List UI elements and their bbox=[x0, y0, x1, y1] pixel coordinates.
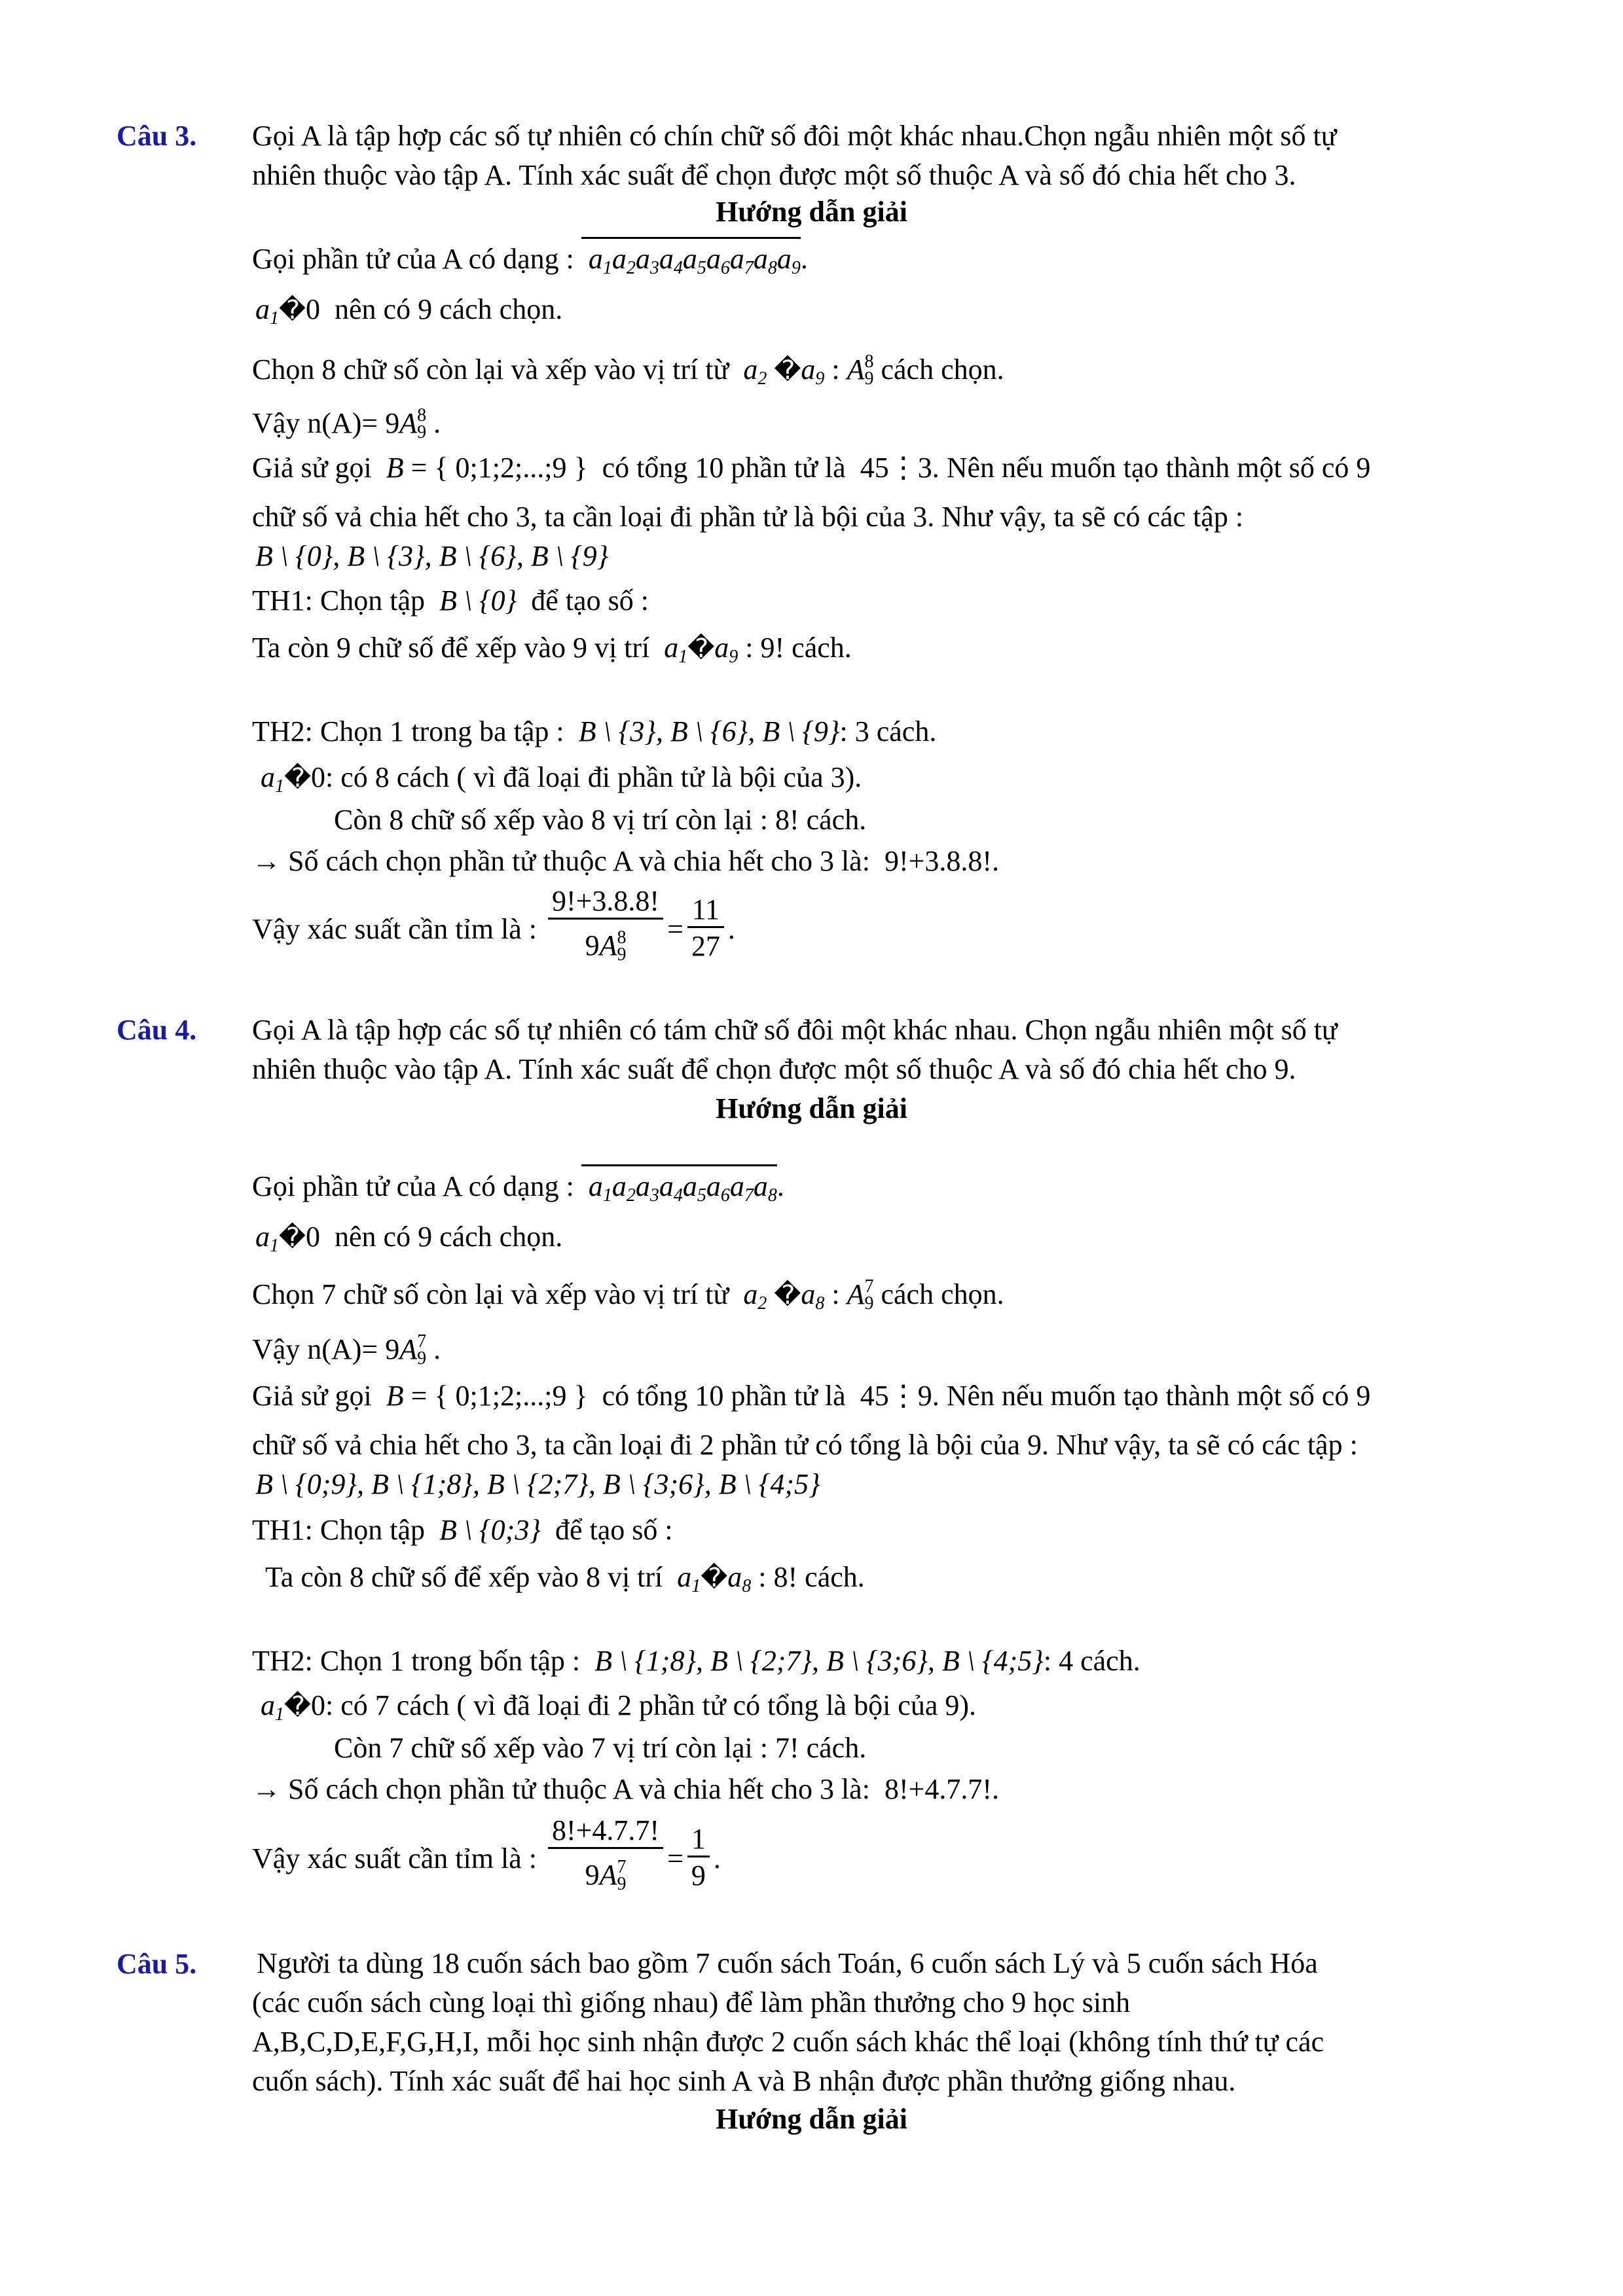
q3-case-2-sets: B \ {3}, B \ {6}, B \ {9} bbox=[578, 715, 840, 747]
q3-result: → Số cách chọn phần tử thuộc A và chia hết cho 3 là: 9!+3.8.8!. bbox=[252, 845, 1000, 877]
question-3-text-line-2: nhiên thuộc vào tập A. Tính xác suất để chọn được một số thuộc A và số đó chia hết cho 3. bbox=[252, 159, 1296, 191]
q4-probability-fraction: $\frac{8!+4.7.7!}{9A^7_9}$ bbox=[548, 1814, 663, 1903]
q4-case-2-first-digit: $a_1�0$: có 7 cách ( vì đã loại đi 2 phần tử có tổng là bội của 9). bbox=[261, 1689, 977, 1725]
q3-element-form: Gọi phần tử của A có dạng : $a_1a_2a_3a_4a_5a_6a_7a_8a_9$. bbox=[252, 241, 808, 287]
q3-probability: Vậy xác suất cần tỉm là : $\frac{9!+3.8.8!}{9A^8_9}$ = $\frac{11}{27}$ . bbox=[252, 885, 735, 973]
q4-n-of-a: Vậy $n(A)= 9A^7_9$ . bbox=[252, 1331, 441, 1369]
q3-set-b: Giả sử gọi B = { 0;1;2;...;9 } có tổng 10 phần tử là 45⋮3. Nên nếu muốn tạo thành một số có 9 bbox=[252, 452, 1371, 484]
q3-case-1-detail-text: Ta còn 9 chữ số để xếp vào 9 vị trí bbox=[252, 632, 650, 664]
q3-remaining-digits: Chọn 8 chữ số còn lại và xếp vào vị trí từ $a_2$ $�a_9$ : $A^8_9$ cách chọn. bbox=[252, 351, 1004, 389]
q3-case-1-suffix: để tạo số : bbox=[531, 584, 649, 617]
q4-case-2-count: : 4 cách. bbox=[1043, 1645, 1140, 1677]
q4-case-1-count: : 8! cách. bbox=[758, 1561, 865, 1593]
question-5-text-line-2: (các cuốn sách cùng loại thì giống nhau) để làm phần thưởng cho 9 học sinh bbox=[252, 1986, 1131, 2018]
q3-result-text: → Số cách chọn phần tử thuộc A và chia hết cho 3 là: bbox=[252, 845, 870, 877]
q3-case-2-remaining: Còn 8 chữ số xếp vào 8 vị trí còn lại : 8! cách. bbox=[334, 804, 867, 836]
q3-case-1-count: : 9! cách. bbox=[745, 632, 852, 664]
q4-case-1 bbox=[252, 1512, 673, 1549]
question-5-text-line-1: Người ta dùng 18 cuốn sách bao gồm 7 cuốn sách Toán, 6 cuốn sách Lý và 5 cuốn sách Hóa bbox=[257, 1947, 1318, 1979]
q4-case-1-detail: Ta còn 8 chữ số để xếp vào 8 vị trí $a_1�a_8$ : 8! cách. bbox=[265, 1561, 865, 1596]
q3-remaining-text: Chọn 8 chữ số còn lại và xếp vào vị trí từ bbox=[252, 353, 729, 386]
q3-set-b-continue: . Nên nếu muốn tạo thành một số có 9 bbox=[932, 452, 1371, 484]
q3-n-of-a: Vậy $n(A)= 9A^8_9$ . bbox=[252, 405, 441, 442]
q3-probability-result bbox=[687, 893, 724, 965]
question-5-solution-heading: Hướng dẫn giải bbox=[716, 2103, 907, 2135]
q4-set-b-sum-text: có tổng 10 phần tử là bbox=[602, 1380, 846, 1412]
q3-first-digit-text: nên có 9 cách chọn. bbox=[335, 293, 563, 325]
q3-set-b-sum-text: có tổng 10 phần tử là bbox=[602, 452, 846, 484]
question-4-text-line-1: Gọi A là tập hợp các số tự nhiên có tám chữ số đôi một khác nhau. Chọn ngẫu nhiên một số tự bbox=[252, 1014, 1338, 1046]
q4-result-text: → Số cách chọn phần tử thuộc A và chia hết cho 3 là: bbox=[252, 1773, 870, 1805]
q4-probability: Vậy xác suất cần tỉm là : $\frac{8!+4.7.7!}{9A^7_9}$ = $\frac{1}{9}$ . bbox=[252, 1814, 721, 1903]
q4-case-2 bbox=[252, 1643, 1140, 1679]
q4-case-2-label: TH2: Chọn 1 trong bốn tập : bbox=[252, 1645, 581, 1677]
q4-remaining-text: Chọn 7 chữ số còn lại và xếp vào vị trí từ bbox=[252, 1278, 729, 1310]
question-3-label: Câu 3. bbox=[117, 120, 197, 152]
q3-first-digit-choice: $a_1�0$ nên có 9 cách chọn. bbox=[255, 293, 563, 329]
q3-case-2 bbox=[252, 713, 936, 750]
q3-text-line-6: chữ số vả chia hết cho 3, ta cần loại đi phần tử là bội của 3. Như vậy, ta sẽ có các tập : bbox=[252, 501, 1244, 533]
q4-text-line-6: chữ số vả chia hết cho 3, ta cần loại đi 2 phần tử có tổng là bội của 9. Như vậy, ta sẽ có các tập : bbox=[252, 1429, 1358, 1461]
q4-first-digit-choice: $a_1�0$ nên có 9 cách chọn. bbox=[255, 1221, 563, 1256]
q4-case-1-suffix: để tạo số : bbox=[555, 1514, 673, 1546]
question-5-label: Câu 5. bbox=[117, 1948, 197, 1980]
q4-case-2-first-digit-text: : có 7 cách ( vì đã loại đi 2 phần tử có tổng là bội của 9). bbox=[325, 1689, 977, 1721]
q4-result-denominator: 9 bbox=[691, 1859, 706, 1892]
question-4-solution-heading: Hướng dẫn giải bbox=[716, 1092, 907, 1124]
q3-probability-text: Vậy xác suất cần tỉm là : bbox=[252, 913, 537, 945]
q4-case-1-set: B \ {0;3} bbox=[439, 1514, 541, 1546]
q3-set-b-text: Giả sử gọi bbox=[252, 452, 372, 484]
q3-case-2-first-digit: $a_1�0$: có 8 cách ( vì đã loại đi phần tử là bội của 3). bbox=[261, 761, 862, 797]
q3-case-1 bbox=[252, 583, 649, 619]
q4-remaining-suffix: cách chọn. bbox=[881, 1278, 1004, 1310]
q3-remaining-suffix: cách chọn. bbox=[881, 353, 1004, 386]
question-5-text-line-3: A,B,C,D,E,F,G,H,I, mỗi học sinh nhận được 2 cuốn sách khác thể loại (không tính thứ tự các bbox=[252, 2026, 1324, 2058]
q3-case-2-count: : 3 cách. bbox=[839, 715, 937, 747]
q4-case-1-label: TH1: Chọn tập bbox=[252, 1514, 425, 1546]
q4-remaining-digits: Chọn 7 chữ số còn lại và xếp vào vị trí từ $a_2$ $�a_8$ : $A^7_9$ cách chọn. bbox=[252, 1276, 1004, 1314]
q4-set-b: Giả sử gọi B = { 0;1;2;...;9 } có tổng 10 phần tử là 45⋮9. Nên nếu muốn tạo thành một số có 9 bbox=[252, 1380, 1371, 1412]
q4-probability-result bbox=[687, 1823, 710, 1894]
question-3-text-line-1: Gọi A là tập hợp các số tự nhiên có chín chữ số đôi một khác nhau.Chọn ngẫu nhiên một số tự bbox=[252, 120, 1337, 152]
q4-case-2-sets: B \ {1;8}, B \ {2;7}, B \ {3;6}, B \ {4;5} bbox=[594, 1645, 1044, 1677]
q3-case-1-label: TH1: Chọn tập bbox=[252, 584, 425, 617]
q4-result: → Số cách chọn phần tử thuộc A và chia hết cho 3 là: 8!+4.7.7!. bbox=[252, 1773, 1000, 1805]
q3-case-2-label: TH2: Chọn 1 trong ba tập : bbox=[252, 715, 564, 747]
q3-result-numerator: 11 bbox=[687, 893, 724, 928]
question-4-label: Câu 4. bbox=[117, 1014, 197, 1046]
q3-element-form-text: Gọi phần tử của A có dạng : bbox=[252, 243, 574, 275]
q4-set-b-text: Giả sử gọi bbox=[252, 1380, 372, 1412]
q4-result-numerator: 1 bbox=[687, 1823, 710, 1857]
q4-element-form: Gọi phần tử của A có dạng : $a_1a_2a_3a_4a_5a_6a_7a_8$. bbox=[252, 1168, 784, 1214]
q4-first-digit-text: nên có 9 cách chọn. bbox=[335, 1221, 563, 1253]
q4-probability-text: Vậy xác suất cần tỉm là : bbox=[252, 1842, 537, 1874]
question-5-text-line-4: cuốn sách). Tính xác suất để hai học sinh A và B nhận được phần thưởng giống nhau. bbox=[252, 2065, 1236, 2097]
q3-result-value: 9!+3.8.8! bbox=[884, 845, 993, 877]
q3-n-of-a-text: Vậy n(A)= bbox=[252, 407, 378, 439]
q4-case-1-detail-text: Ta còn 8 chữ số để xếp vào 8 vị trí bbox=[265, 1561, 663, 1593]
q4-result-value: 8!+4.7.7! bbox=[884, 1773, 993, 1805]
q3-number-form-formula: $a_1a_2a_3a_4a_5a_6a_7a_8a_9$ bbox=[581, 241, 801, 287]
q4-n-of-a-text: Vậy n(A)= bbox=[252, 1333, 378, 1365]
q4-number-form-formula: $a_1a_2a_3a_4a_5a_6a_7a_8$ bbox=[581, 1168, 777, 1214]
q3-case-1-set: B \ {0} bbox=[439, 584, 517, 617]
q3-case-1-detail: Ta còn 9 chữ số để xếp vào 9 vị trí $a_1�a_9$ : 9! cách. bbox=[252, 632, 852, 667]
q3-sets-list: B \ {0}, B \ {3}, B \ {6}, B \ {9} bbox=[255, 540, 609, 572]
q4-sets-list: B \ {0;9}, B \ {1;8}, B \ {2;7}, B \ {3;6}, B \ {4;5} bbox=[255, 1468, 820, 1500]
q3-probability-fraction: $\frac{9!+3.8.8!}{9A^8_9}$ bbox=[548, 885, 663, 973]
q4-fraction-numerator: 8!+4.7.7! bbox=[548, 1814, 663, 1849]
q4-element-form-text: Gọi phần tử của A có dạng : bbox=[252, 1170, 574, 1202]
q4-set-b-continue: . Nên nếu muốn tạo thành một số có 9 bbox=[932, 1380, 1371, 1412]
question-3-solution-heading: Hướng dẫn giải bbox=[716, 196, 907, 228]
q4-case-2-remaining: Còn 7 chữ số xếp vào 7 vị trí còn lại : 7! cách. bbox=[334, 1732, 867, 1764]
question-4-text-line-2: nhiên thuộc vào tập A. Tính xác suất để chọn được một số thuộc A và số đó chia hết cho 9. bbox=[252, 1053, 1296, 1085]
q3-result-denominator: 27 bbox=[691, 930, 720, 962]
q3-case-2-first-digit-text: : có 8 cách ( vì đã loại đi phần tử là bội của 3). bbox=[325, 761, 862, 793]
q3-fraction-numerator: 9!+3.8.8! bbox=[548, 885, 663, 920]
